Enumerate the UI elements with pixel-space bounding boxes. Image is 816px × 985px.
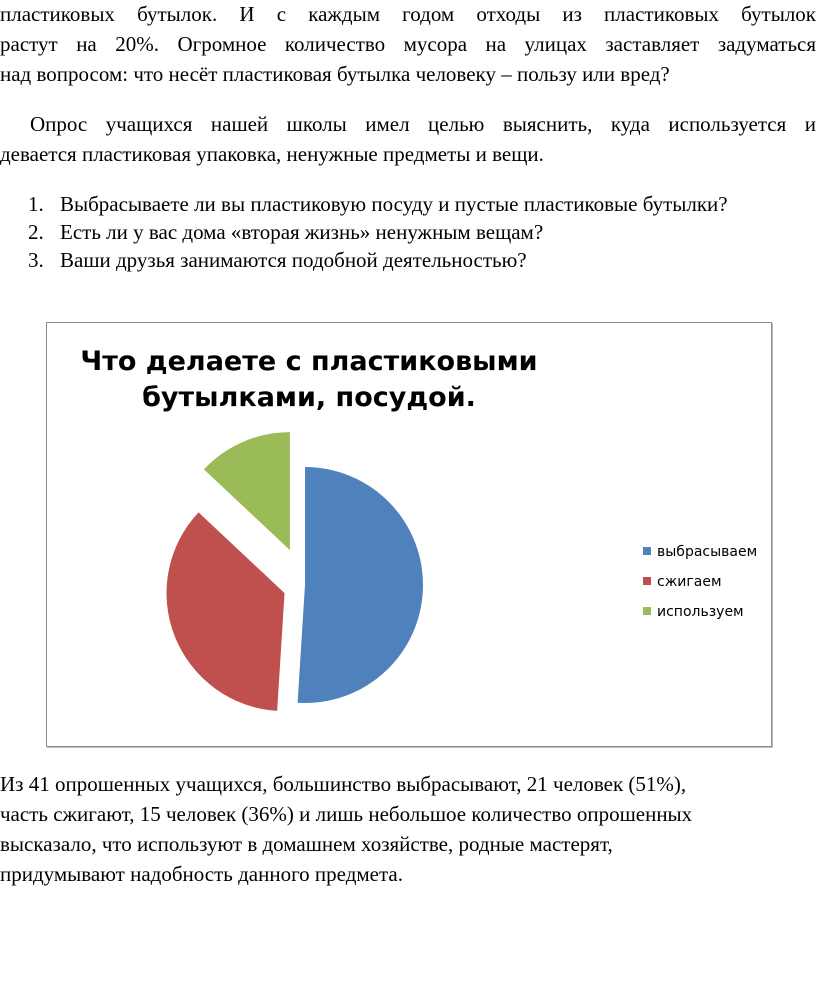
legend-swatch-ispolzuem — [643, 607, 651, 615]
chart-title-line-2: бутылками, посудой. — [142, 382, 476, 413]
conclusion-line-1: Из 41 опрошенных учащихся, большинство выбрасывают, 21 человек (51%), — [0, 772, 687, 796]
pie-slice-vybrasyvaem — [298, 467, 423, 703]
legend-label-ispolzuem: используем — [657, 604, 744, 620]
intro-line-1: пластиковых бутылок. И с каждым годом отходы из пластиковых бутылок — [0, 2, 816, 26]
legend-label-szhigaem: сжигаем — [657, 574, 722, 590]
pie-chart — [47, 323, 771, 746]
question-item — [28, 246, 527, 274]
question-item — [28, 218, 543, 246]
conclusion-line-4: придумывают надобность данного предмета. — [0, 862, 403, 886]
question-number: 2. — [28, 220, 44, 244]
pie-slices — [167, 432, 423, 711]
pie-chart-frame — [46, 322, 772, 747]
survey-line-1: Опрос учащихся нашей школы имел целью выяснить, куда используется и — [30, 112, 816, 136]
survey-line-2: девается пластиковая упаковка, ненужные предметы и вещи. — [0, 142, 544, 166]
conclusion-line-3: высказало, что используют в домашнем хозяйстве, родные мастерят, — [0, 832, 613, 856]
chart-title-line-1: Что делаете с пластиковыми — [80, 346, 538, 377]
question-text: Ваши друзья занимаются подобной деятельностью? — [60, 248, 527, 272]
legend-swatch-szhigaem — [643, 577, 651, 585]
pie-slice-szhigaem — [167, 512, 285, 711]
question-text: Выбрасываете ли вы пластиковую посуду и пустые пластиковые бутылки? — [60, 192, 728, 216]
question-item — [28, 190, 728, 218]
question-number: 3. — [28, 248, 44, 272]
chart-legend — [643, 544, 757, 620]
intro-line-3: над вопросом: что несёт пластиковая бутылка человеку – пользу или вред? — [0, 62, 670, 86]
legend-label-vybrasyvaem: выбрасываем — [657, 544, 758, 560]
legend-swatch-vybrasyvaem — [643, 547, 651, 555]
question-text: Есть ли у вас дома «вторая жизнь» ненужным вещам? — [60, 220, 544, 244]
conclusion-line-2: часть сжигают, 15 человек (36%) и лишь небольшое количество опрошенных — [0, 802, 693, 826]
question-number: 1. — [28, 192, 44, 216]
intro-line-2: растут на 20%. Огромное количество мусора на улицах заставляет задуматься — [0, 32, 816, 56]
